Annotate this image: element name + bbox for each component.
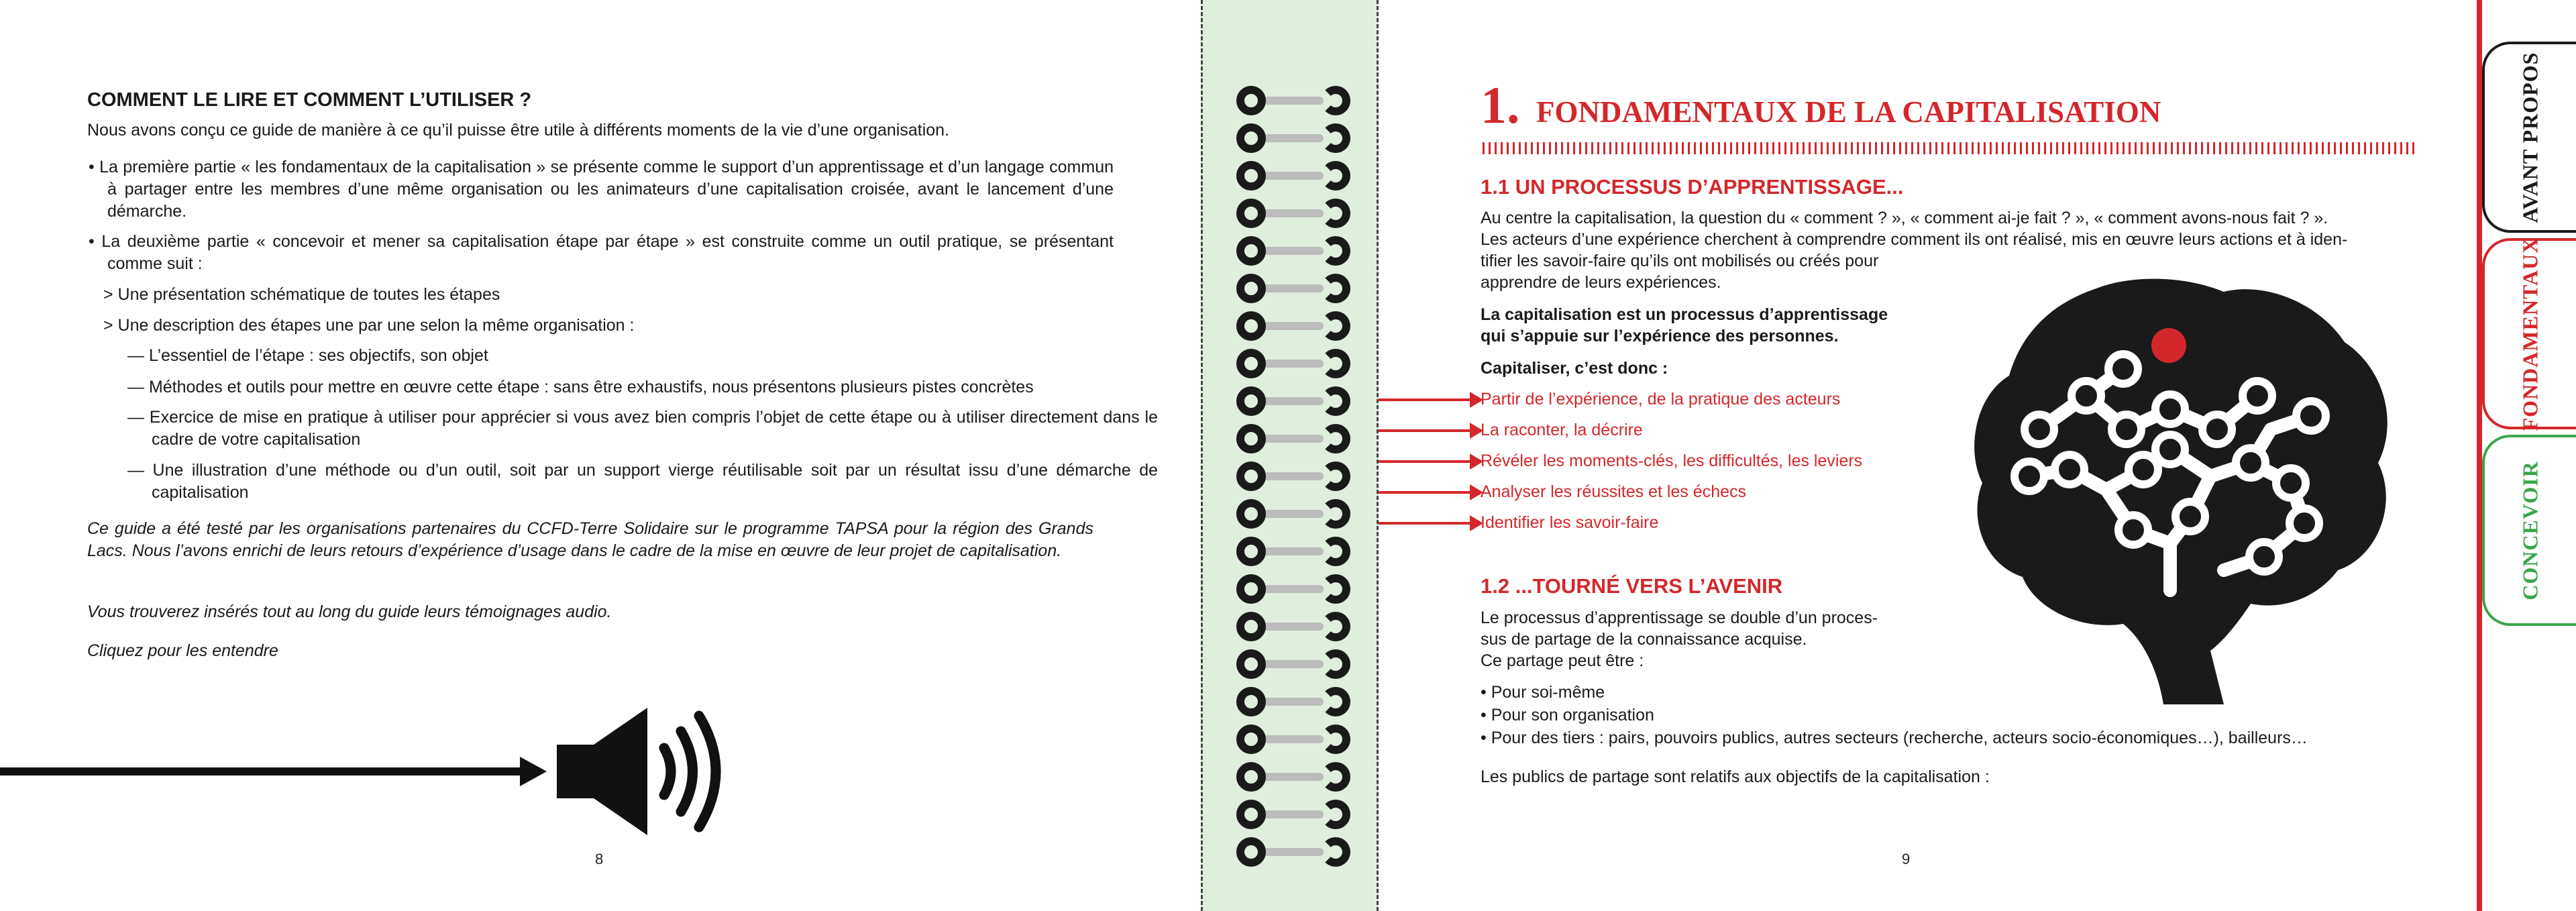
list-item-5: Identifier les savoir-faire xyxy=(1481,513,1659,532)
arrow-right-icon xyxy=(1379,390,1486,410)
audio-link[interactable] xyxy=(0,708,738,835)
binding-ring xyxy=(1236,311,1350,341)
list-item-3: Révéler les moments-clés, les difficultés, les leviers xyxy=(1481,451,1863,470)
spiral-binding xyxy=(1201,0,1379,911)
list-item-1: Partir de l’expérience, de la pratique des acteurs xyxy=(1481,390,1841,409)
p1-line-1: Au centre la capitalisation, la question du « comment ? », « comment ai-je fait ? », « comment avons-nous fait ? ». xyxy=(1481,209,2328,227)
arrow-right-icon xyxy=(1379,482,1486,502)
left-page-number: 8 xyxy=(595,851,604,867)
binding-ring xyxy=(1236,574,1350,604)
bullet-1-text: Pour soi-même xyxy=(1491,683,1605,702)
tab-bar xyxy=(2477,0,2482,911)
left-bullet-1-text: La première partie « les fondamentaux de la capitalisation » se présente comme le support d’un apprentissage et d’un langage commun à partager entre les membres d’une même organisation ou les animateurs d’une capitalisation croisée, avant le lancement d’une démarche. xyxy=(99,158,1114,221)
binding-ring xyxy=(1236,199,1350,228)
bullet-3-text: Pour des tiers : pairs, pouvoirs publics, autres secteurs (recherche, acteurs socio-économiques…), bailleurs… xyxy=(1491,729,2308,747)
section-number: 1. xyxy=(1481,76,1520,134)
speaker-icon[interactable] xyxy=(557,708,731,835)
p1-line-4: apprendre de leurs expériences. xyxy=(1481,273,1721,292)
tab-concevoir-label: CONCEVOIR xyxy=(2518,460,2542,600)
binding-ring xyxy=(1236,236,1350,266)
left-bullet-2: • La deuxième partie « concevoir et mener sa capitalisation étape par étape » est construite comme un outil pratique, se présentant comme suit : xyxy=(89,232,1114,273)
left-subsub-2: — Méthodes et outils pour mettre en œuvre cette étape : sans être exhaustifs, nous présentons plusieurs pistes concrètes xyxy=(127,378,1034,396)
binding-ring xyxy=(1236,86,1350,115)
list-item-4: Analyser les réussites et les échecs xyxy=(1481,482,1747,501)
binding-ring xyxy=(1236,725,1350,754)
binding-ring xyxy=(1236,800,1350,829)
binding-ring xyxy=(1236,499,1350,529)
binding-ring xyxy=(1236,762,1350,792)
left-bullet-2-text: La deuxième partie « concevoir et mener sa capitalisation étape par étape » est construite comme un outil pratique, se présentant comme suit : xyxy=(101,232,1114,273)
p2-line-1: Le processus d’apprentissage se double d’un proces- xyxy=(1481,608,1878,627)
binding-ring xyxy=(1236,837,1350,867)
binding-ring xyxy=(1236,649,1350,679)
left-intro: Nous avons conçu ce guide de manière à ce qu’il puisse être utile à différents moments de la vie d’une organisation. xyxy=(87,121,950,140)
p1-line-3: tifier les savoir-faire qu’ils ont mobilisés ou créés pour xyxy=(1481,252,1879,270)
left-sub-2: > Une description des étapes une par une selon la même organisation : xyxy=(103,316,635,335)
binding-ring xyxy=(1236,462,1350,491)
bold-capitaliser: Capitaliser, c’est donc : xyxy=(1481,359,1668,378)
arrow-right-icon xyxy=(1379,451,1486,472)
tab-concevoir[interactable] xyxy=(2482,435,2576,626)
title-underline xyxy=(1483,142,2418,154)
p3: Les publics de partage sont relatifs aux objectifs de la capitalisation : xyxy=(1481,767,1990,786)
bullet-1: • Pour soi-même xyxy=(1481,683,1605,702)
arrow-right-icon xyxy=(1379,513,1486,533)
p2-line-2: sus de partage de la connaissance acquise. xyxy=(1481,630,1807,649)
bullet-3: • Pour des tiers : pairs, pouvoirs publics, autres secteurs (recherche, acteurs socio-économiques…), bailleurs… xyxy=(1481,729,2308,747)
page-title: FONDAMENTAUX DE LA CAPITALISATION xyxy=(1536,95,2161,129)
binding-ring xyxy=(1236,687,1350,716)
binding-ring xyxy=(1236,123,1350,153)
binding-ring xyxy=(1236,386,1350,416)
binding-ring xyxy=(1236,349,1350,378)
left-heading: COMMENT LE LIRE ET COMMENT L’UTILISER ? xyxy=(87,89,532,111)
bullet-2: • Pour son organisation xyxy=(1481,706,1654,725)
left-italic-3: Cliquez pour les entendre xyxy=(87,641,278,660)
left-italic-1: Ce guide a été testé par les organisations partenaires du CCFD-Terre Solidaire sur le programme TAPSA pour la région des Grands Lacs. Nous l’avons enrichi de leurs retours d’expérience d’usage dans le cadre de la mise en œuvre de leur projet de capitalisation. xyxy=(87,519,1093,560)
binding-ring xyxy=(1236,424,1350,453)
binding-ring xyxy=(1236,612,1350,641)
binding-ring xyxy=(1236,161,1350,191)
left-sub-1: > Une présentation schématique de toutes les étapes xyxy=(103,285,500,304)
arrow-right-icon xyxy=(1379,421,1486,441)
left-subsub-4: — Une illustration d’une méthode ou d’un outil, soit par un support vierge réutilisable soit par un résultat issu d’une démarche de capitalisation xyxy=(127,461,1158,502)
brain-network-icon xyxy=(1969,275,2398,711)
arrow-right-icon xyxy=(0,751,550,792)
left-bullet-1: • La première partie « les fondamentaux de la capitalisation » se présente comme le support d’un apprentissage et d’un langage commun à partager entre les membres d’une même organisation ou les animateurs d’une capitalisation croisée, avant le lancement d’une démarche. xyxy=(89,158,1114,221)
bold-line-2: qui s’appuie sur l’expérience des personnes. xyxy=(1481,327,1839,345)
tab-avant-propos-label: AVANT PROPOS xyxy=(2518,52,2542,223)
left-italic-2: Vous trouverez insérés tout au long du guide leurs témoignages audio. xyxy=(87,602,612,621)
p1-line-2: Les acteurs d’une expérience cherchent à comprendre comment ils ont réalisé, mis en œuvre leurs actions et à iden- xyxy=(1481,230,2348,249)
binding-ring xyxy=(1236,537,1350,566)
tab-fondamentaux-label: FONDAMENTAUX xyxy=(2518,237,2542,431)
bullet-2-text: Pour son organisation xyxy=(1491,706,1654,725)
list-item-2: La raconter, la décrire xyxy=(1481,421,1643,439)
tab-avant-propos[interactable] xyxy=(2482,42,2576,233)
tab-fondamentaux[interactable] xyxy=(2482,238,2576,429)
p2-line-3: Ce partage peut être : xyxy=(1481,651,1644,670)
left-subsub-1: — L’essentiel de l’étape : ses objectifs, son objet xyxy=(127,346,488,365)
section-1-heading: 1.1 UN PROCESSUS D’APPRENTISSAGE... xyxy=(1481,175,1904,199)
binding-ring xyxy=(1236,274,1350,303)
left-subsub-3: — Exercice de mise en pratique à utiliser pour apprécier si vous avez bien compris l’objet de cette étape ou à utiliser directement dans le cadre de votre capitalisation xyxy=(127,408,1158,449)
bold-line-1: La capitalisation est un processus d’apprentissage xyxy=(1481,305,1888,324)
right-page-number: 9 xyxy=(1902,851,1911,867)
section-2-heading: 1.2 ...TOURNÉ VERS L’AVENIR xyxy=(1481,574,1783,598)
